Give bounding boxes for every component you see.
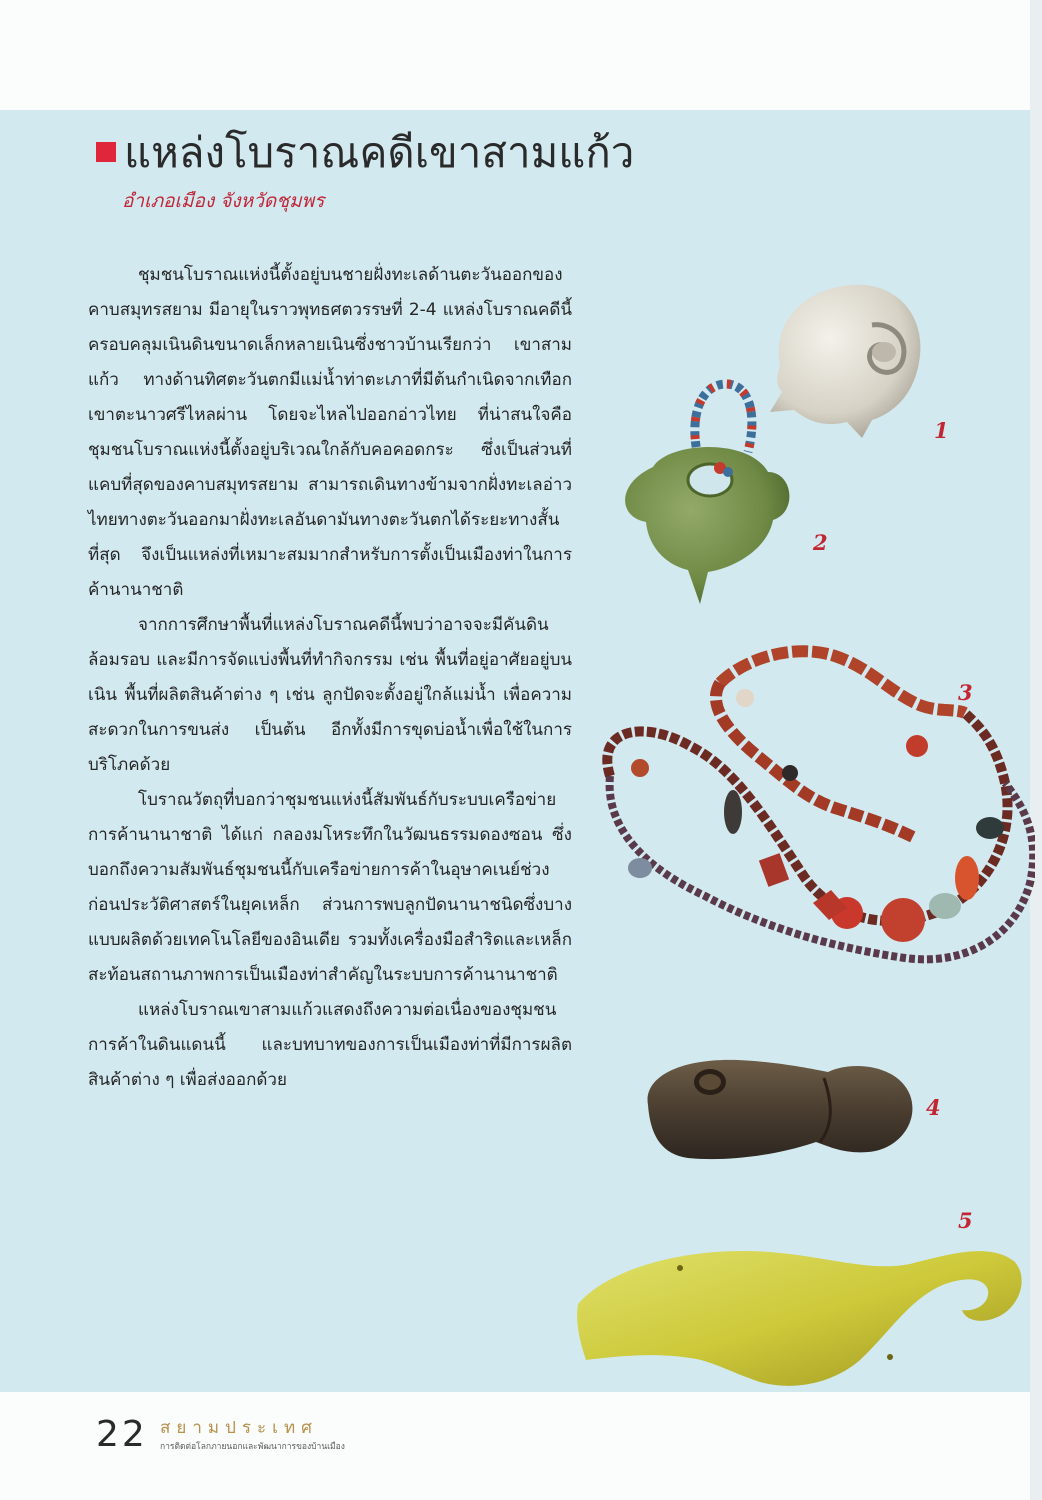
- figure-number-2: 2: [813, 530, 828, 555]
- figure-number-1: 1: [934, 418, 949, 443]
- article-title-text: แหล่งโบราณคดีเขาสามแก้ว: [124, 128, 635, 177]
- figure-number-3: 3: [958, 680, 973, 705]
- gold-sheet-ornament-image: [570, 1232, 1030, 1394]
- page-number: 22: [96, 1414, 148, 1455]
- article-title: [96, 128, 634, 178]
- magazine-name: สยามประเทศ: [160, 1418, 318, 1438]
- paragraph: ชุมชนโบราณแห่งนี้ตั้งอยู่บนชายฝั่งทะเลด้านตะวันออกของคาบสมุทรสยาม มีอายุในราวพุทธศตวรรษที่ 2-4 แหล่งโบราณคดีนี้ครอบคลุมเนินดินขนาดเล็กหลายเนินซึ่งชาวบ้านเรียกว่า เขาสามแก้ว ทางด้านทิศตะวันตกมีแม่น้ำท่าตะเภาที่มีต้นกำเนิดจากเทือกเขาตะนาวศรีไหลผ่าน โดยจะไหลไปออกอ่าวไทย ที่น่าสนใจคือ ชุมชนโบราณแห่งนี้ตั้งอยู่บริเวณใกล้กับคอคอดกระ ซึ่งเป็นส่วนที่แคบที่สุดของคาบสมุทรสยาม สามารถเดินทางข้ามจากฝั่งทะเลอ่าวไทยทางตะวันออกมาฝั่งทะเลอันดามันทางตะวันตกได้ระยะทางสั้นที่สุด จึงเป็นแหล่งที่เหมาะสมมากสำหรับการตั้งเป็นเมืองท่าในการค้านานาชาติ: [88, 265, 572, 600]
- paragraph: แหล่งโบราณเขาสามแก้วแสดงถึงความต่อเนื่องของชุมชนการค้าในดินแดนนี้ และบทบาทของการเป็นเมืองท่าที่มีการผลิตสินค้าต่าง ๆ เพื่อส่งออกด้วย: [88, 1000, 572, 1090]
- magazine-subtitle: การติดต่อโลกภายนอกและพัฒนาการของบ้านเมือง: [160, 1442, 345, 1452]
- green-stone-pendant-image: [608, 372, 802, 610]
- article-body: [88, 258, 572, 1098]
- figure-number-4: 4: [926, 1095, 941, 1120]
- article-subtitle: อำเภอเมือง จังหวัดชุมพร: [122, 190, 325, 212]
- top-margin: [0, 0, 1042, 110]
- figure-number-5: 5: [958, 1208, 973, 1233]
- paragraph: จากการศึกษาพื้นที่แหล่งโบราณคดีนี้พบว่าอาจจะมีคันดินล้อมรอบ และมีการจัดแบ่งพื้นที่ทำกิจกรรม เช่น พื้นที่อยู่อาศัยอยู่บนเนิน พื้นที่ผลิตสินค้าต่าง ๆ เช่น ลูกปัดจะตั้งอยู่ใกล้แม่น้ำ เพื่อความสะดวกในการขนส่ง เป็นต้น อีกทั้งมีการขุดบ่อน้ำเพื่อใช้ในการบริโภคด้วย: [88, 615, 572, 775]
- title-bullet-icon: [96, 142, 116, 162]
- paragraph: โบราณวัตถุที่บอกว่าชุมชนแห่งนี้สัมพันธ์กับระบบเครือข่ายการค้านานาชาติ ได้แก่ กลองมโหระทึกในวัฒนธรรมดองซอน ซึ่งบอกถึงความสัมพันธ์ชุมชนนี้กับเครือข่ายการค้าในอุษาคเนย์ช่วงก่อนประวัติศาสตร์ในยุคเหล็ก ส่วนการพบลูกปัดนานาชนิดซึ่งบางแบบผลิตด้วยเทคโนโลยีของอินเดีย รวมทั้งเครื่องมือสำริดและเหล็ก สะท้อนสถานภาพการเป็นเมืองท่าสำคัญในระบบการค้านานาชาติ: [88, 790, 572, 985]
- footer-area: [0, 1392, 1030, 1500]
- stone-object-image: [628, 1050, 918, 1168]
